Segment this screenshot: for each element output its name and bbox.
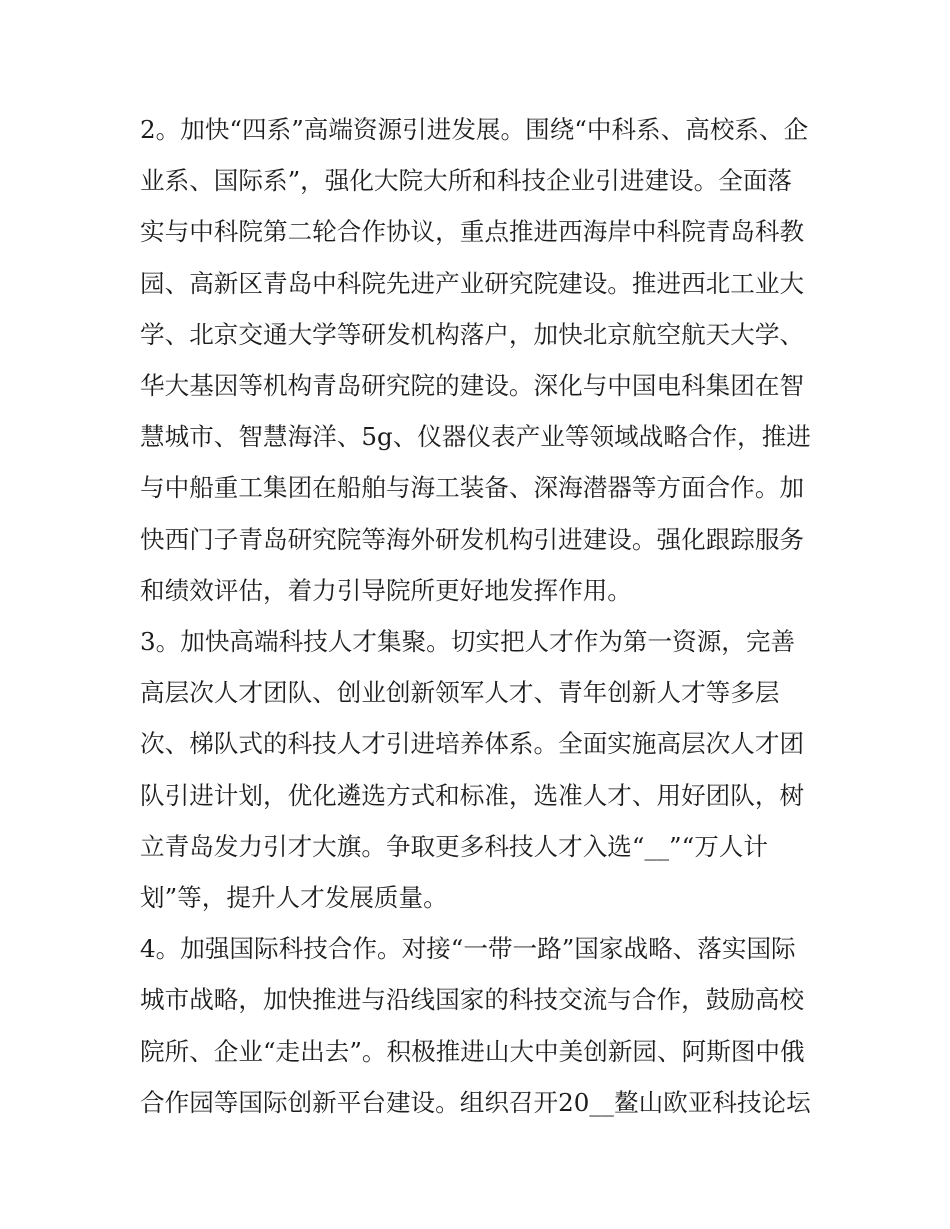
text-line: 4。加强国际科技合作。对接“一带一路”国家战略、落实国际	[140, 934, 796, 964]
text-line: 立青岛发力引才大旗。争取更多科技人才入选“__”“万人计	[140, 831, 768, 861]
text-line: 合作园等国际创新平台建设。组织召开20__鳌山欧亚科技论坛	[140, 1087, 811, 1117]
text-line: 2。加快“四系”高端资源引进发展。围绕“中科系、高校系、企	[140, 115, 809, 144]
text-line: 华大基因等机构青岛研究院的建设。深化与中国电科集团在智	[140, 371, 805, 401]
text-line: 院所、企业“走出去”。积极推进山大中美创新园、阿斯图中俄	[140, 1036, 805, 1066]
text-line: 与中船重工集团在船舶与海工装备、深海潜器等方面合作。加	[140, 473, 805, 503]
paragraph-item-2	[140, 104, 820, 616]
text-line: 业系、国际系”，强化大院大所和科技企业引进建设。全面落	[140, 166, 793, 196]
text-line: 次、梯队式的科技人才引进培养体系。全面实施高层次人才团	[140, 729, 805, 759]
text-line: 划”等，提升人才发展质量。	[140, 883, 448, 913]
text-line: 高层次人才团队、创业创新领军人才、青年创新人才等多层	[140, 678, 780, 708]
paragraph-item-3	[140, 616, 820, 923]
text-line: 3。加快高端科技人才集聚。切实把人才作为第一资源，完善	[140, 627, 796, 657]
text-line: 慧城市、智慧海洋、5g、仪器仪表产业等领域战略合作，推进	[140, 422, 811, 452]
paragraph-item-4	[140, 923, 820, 1128]
text-line: 学、北京交通大学等研发机构落户，加快北京航空航天大学、	[140, 319, 805, 349]
text-line: 队引进计划，优化遴选方式和标准，选准人才、用好团队，树	[140, 780, 805, 810]
text-line: 快西门子青岛研究院等海外研发机构引进建设。强化跟踪服务	[140, 524, 805, 554]
text-line: 城市战略，加快推进与沿线国家的科技交流与合作，鼓励高校	[140, 985, 805, 1015]
document-body	[140, 104, 820, 1128]
text-line: 实与中科院第二轮合作协议，重点推进西海岸中科院青岛科教	[140, 217, 805, 247]
text-line: 园、高新区青岛中科院先进产业研究院建设。推进西北工业大	[140, 268, 805, 298]
text-line: 和绩效评估，着力引导院所更好地发挥作用。	[140, 575, 632, 605]
